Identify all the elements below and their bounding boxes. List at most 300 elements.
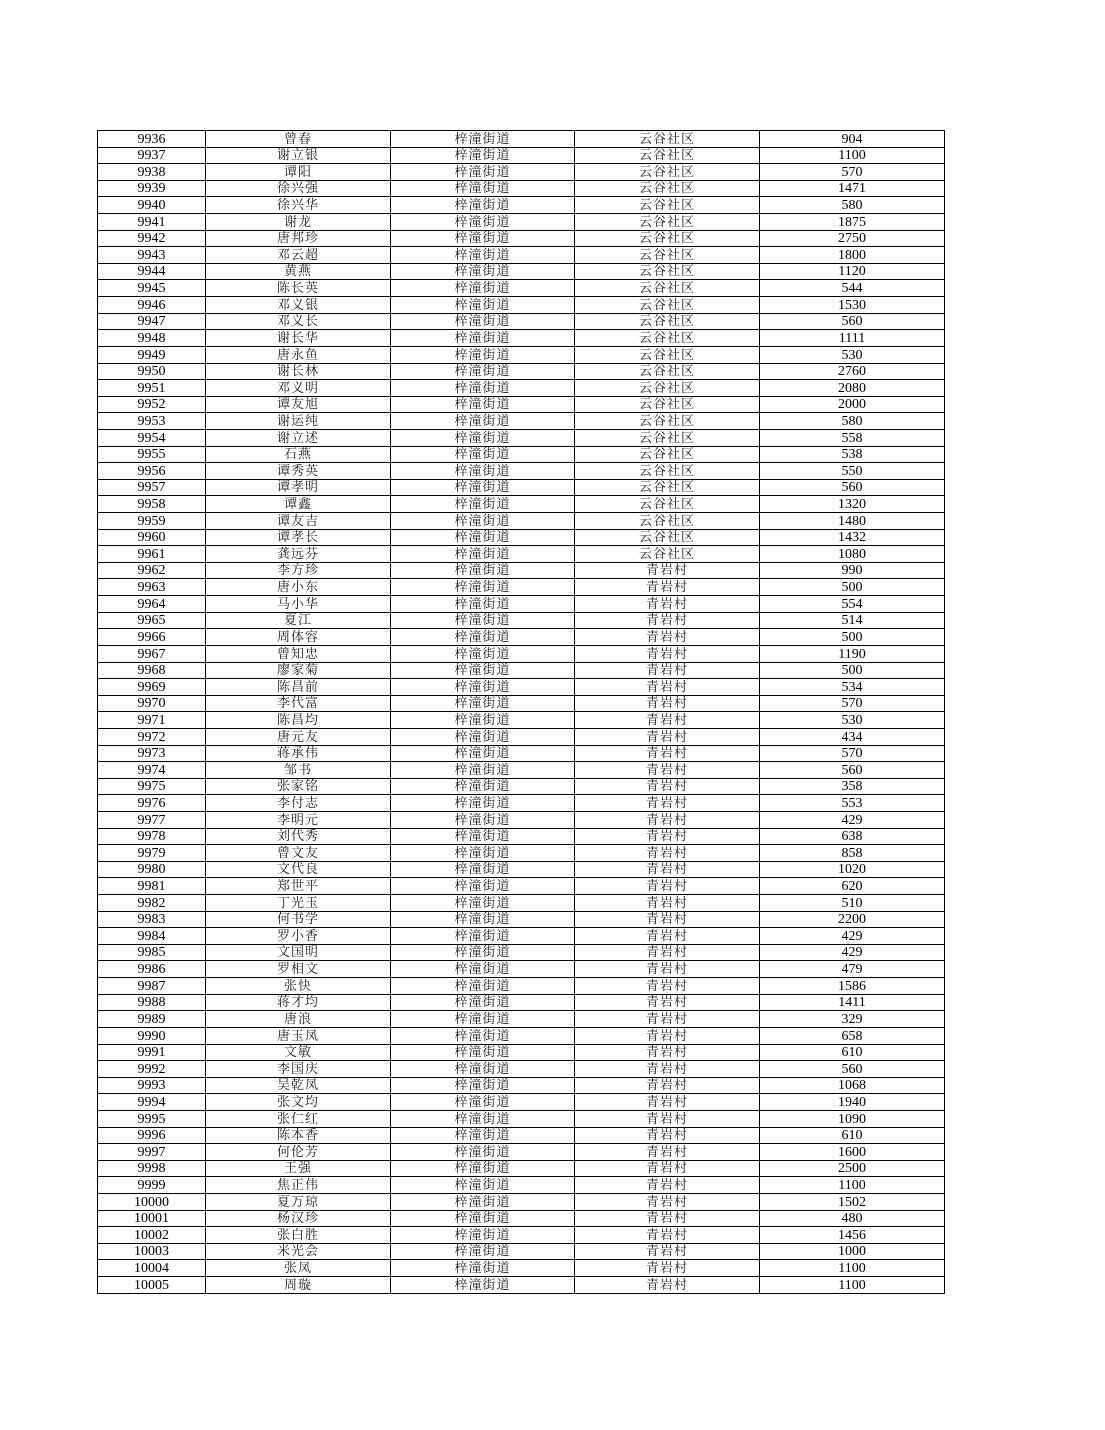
street-cell: 梓潼街道 — [391, 1094, 575, 1111]
serial-number-cell: 9951 — [98, 380, 206, 397]
amount-cell: 1190 — [760, 645, 945, 662]
table-row — [98, 147, 945, 164]
name-cell: 陈本香 — [206, 1127, 391, 1144]
amount-cell: 580 — [760, 197, 945, 214]
street-cell: 梓潼街道 — [391, 396, 575, 413]
serial-number-cell: 9996 — [98, 1127, 206, 1144]
amount-cell: 1875 — [760, 214, 945, 231]
name-cell: 张凤 — [206, 1260, 391, 1277]
community-cell: 青岩村 — [575, 828, 760, 845]
roster-table — [97, 130, 945, 1294]
table-row — [98, 679, 945, 696]
amount-cell: 530 — [760, 712, 945, 729]
serial-number-cell: 9956 — [98, 463, 206, 480]
serial-number-cell: 9955 — [98, 446, 206, 463]
serial-number-cell: 10002 — [98, 1227, 206, 1244]
name-cell: 文敏 — [206, 1044, 391, 1061]
amount-cell: 1432 — [760, 529, 945, 546]
serial-number-cell: 9937 — [98, 147, 206, 164]
name-cell: 罗小香 — [206, 928, 391, 945]
community-cell: 云谷社区 — [575, 214, 760, 231]
serial-number-cell: 10001 — [98, 1210, 206, 1227]
street-cell: 梓潼街道 — [391, 1144, 575, 1161]
community-cell: 青岩村 — [575, 562, 760, 579]
name-cell: 李代富 — [206, 695, 391, 712]
street-cell: 梓潼街道 — [391, 944, 575, 961]
name-cell: 谢立银 — [206, 147, 391, 164]
amount-cell: 638 — [760, 828, 945, 845]
street-cell: 梓潼街道 — [391, 911, 575, 928]
community-cell: 青岩村 — [575, 1027, 760, 1044]
community-cell: 青岩村 — [575, 1243, 760, 1260]
table-row — [98, 895, 945, 912]
name-cell: 邓义长 — [206, 313, 391, 330]
amount-cell: 534 — [760, 679, 945, 696]
serial-number-cell: 9979 — [98, 845, 206, 862]
name-cell: 李付志 — [206, 795, 391, 812]
street-cell: 梓潼街道 — [391, 1160, 575, 1177]
amount-cell: 2750 — [760, 230, 945, 247]
serial-number-cell: 9953 — [98, 413, 206, 430]
amount-cell: 560 — [760, 762, 945, 779]
street-cell: 梓潼街道 — [391, 330, 575, 347]
name-cell: 周体容 — [206, 629, 391, 646]
amount-cell: 1090 — [760, 1110, 945, 1127]
table-row — [98, 363, 945, 380]
table-row — [98, 845, 945, 862]
serial-number-cell: 9943 — [98, 247, 206, 264]
serial-number-cell: 9985 — [98, 944, 206, 961]
name-cell: 张家铭 — [206, 778, 391, 795]
street-cell: 梓潼街道 — [391, 762, 575, 779]
amount-cell: 570 — [760, 745, 945, 762]
serial-number-cell: 9944 — [98, 263, 206, 280]
community-cell: 青岩村 — [575, 778, 760, 795]
table-row — [98, 546, 945, 563]
table-row — [98, 297, 945, 314]
community-cell: 云谷社区 — [575, 280, 760, 297]
serial-number-cell: 10004 — [98, 1260, 206, 1277]
street-cell: 梓潼街道 — [391, 1110, 575, 1127]
table-row — [98, 247, 945, 264]
community-cell: 青岩村 — [575, 1210, 760, 1227]
amount-cell: 1100 — [760, 147, 945, 164]
table-row — [98, 662, 945, 679]
name-cell: 谭秀英 — [206, 463, 391, 480]
street-cell: 梓潼街道 — [391, 1243, 575, 1260]
street-cell: 梓潼街道 — [391, 1044, 575, 1061]
serial-number-cell: 9978 — [98, 828, 206, 845]
name-cell: 谢龙 — [206, 214, 391, 231]
table-row — [98, 861, 945, 878]
street-cell: 梓潼街道 — [391, 363, 575, 380]
name-cell: 黄燕 — [206, 263, 391, 280]
street-cell: 梓潼街道 — [391, 712, 575, 729]
amount-cell: 1111 — [760, 330, 945, 347]
name-cell: 曾知忠 — [206, 645, 391, 662]
amount-cell: 990 — [760, 562, 945, 579]
amount-cell: 544 — [760, 280, 945, 297]
serial-number-cell: 10005 — [98, 1277, 206, 1294]
community-cell: 青岩村 — [575, 1277, 760, 1294]
community-cell: 青岩村 — [575, 579, 760, 596]
community-cell: 青岩村 — [575, 944, 760, 961]
street-cell: 梓潼街道 — [391, 828, 575, 845]
community-cell: 青岩村 — [575, 629, 760, 646]
street-cell: 梓潼街道 — [391, 413, 575, 430]
amount-cell: 1080 — [760, 546, 945, 563]
amount-cell: 1586 — [760, 978, 945, 995]
street-cell: 梓潼街道 — [391, 429, 575, 446]
serial-number-cell: 9999 — [98, 1177, 206, 1194]
community-cell: 青岩村 — [575, 712, 760, 729]
community-cell: 云谷社区 — [575, 463, 760, 480]
table-row — [98, 429, 945, 446]
street-cell: 梓潼街道 — [391, 878, 575, 895]
community-cell: 青岩村 — [575, 795, 760, 812]
community-cell: 青岩村 — [575, 928, 760, 945]
name-cell: 唐邦珍 — [206, 230, 391, 247]
amount-cell: 429 — [760, 928, 945, 945]
serial-number-cell: 9973 — [98, 745, 206, 762]
amount-cell: 479 — [760, 961, 945, 978]
street-cell: 梓潼街道 — [391, 1227, 575, 1244]
serial-number-cell: 9992 — [98, 1061, 206, 1078]
table-row — [98, 1260, 945, 1277]
community-cell: 青岩村 — [575, 1227, 760, 1244]
street-cell: 梓潼街道 — [391, 629, 575, 646]
name-cell: 夏江 — [206, 612, 391, 629]
street-cell: 梓潼街道 — [391, 1077, 575, 1094]
amount-cell: 538 — [760, 446, 945, 463]
table-row — [98, 1160, 945, 1177]
community-cell: 青岩村 — [575, 1011, 760, 1028]
serial-number-cell: 9939 — [98, 180, 206, 197]
serial-number-cell: 9988 — [98, 994, 206, 1011]
name-cell: 陈长英 — [206, 280, 391, 297]
serial-number-cell: 9970 — [98, 695, 206, 712]
table-row — [98, 596, 945, 613]
amount-cell: 620 — [760, 878, 945, 895]
amount-cell: 500 — [760, 662, 945, 679]
amount-cell: 358 — [760, 778, 945, 795]
street-cell: 梓潼街道 — [391, 496, 575, 513]
serial-number-cell: 9965 — [98, 612, 206, 629]
name-cell: 何书学 — [206, 911, 391, 928]
street-cell: 梓潼街道 — [391, 928, 575, 945]
name-cell: 夏万琼 — [206, 1194, 391, 1211]
serial-number-cell: 9966 — [98, 629, 206, 646]
community-cell: 云谷社区 — [575, 429, 760, 446]
name-cell: 邓云超 — [206, 247, 391, 264]
amount-cell: 2760 — [760, 363, 945, 380]
community-cell: 云谷社区 — [575, 496, 760, 513]
serial-number-cell: 9981 — [98, 878, 206, 895]
name-cell: 谭阳 — [206, 164, 391, 181]
table-row — [98, 728, 945, 745]
name-cell: 唐永鱼 — [206, 346, 391, 363]
serial-number-cell: 9940 — [98, 197, 206, 214]
street-cell: 梓潼街道 — [391, 562, 575, 579]
name-cell: 米光会 — [206, 1243, 391, 1260]
name-cell: 李方珍 — [206, 562, 391, 579]
table-row — [98, 396, 945, 413]
name-cell: 唐小东 — [206, 579, 391, 596]
amount-cell: 500 — [760, 629, 945, 646]
street-cell: 梓潼街道 — [391, 1177, 575, 1194]
community-cell: 云谷社区 — [575, 363, 760, 380]
serial-number-cell: 9993 — [98, 1077, 206, 1094]
amount-cell: 553 — [760, 795, 945, 812]
amount-cell: 1800 — [760, 247, 945, 264]
amount-cell: 500 — [760, 579, 945, 596]
serial-number-cell: 9958 — [98, 496, 206, 513]
table-row — [98, 994, 945, 1011]
amount-cell: 429 — [760, 811, 945, 828]
name-cell: 蒋承伟 — [206, 745, 391, 762]
street-cell: 梓潼街道 — [391, 596, 575, 613]
serial-number-cell: 9989 — [98, 1011, 206, 1028]
street-cell: 梓潼街道 — [391, 214, 575, 231]
serial-number-cell: 9994 — [98, 1094, 206, 1111]
street-cell: 梓潼街道 — [391, 546, 575, 563]
street-cell: 梓潼街道 — [391, 1194, 575, 1211]
serial-number-cell: 9942 — [98, 230, 206, 247]
name-cell: 石燕 — [206, 446, 391, 463]
community-cell: 青岩村 — [575, 1110, 760, 1127]
street-cell: 梓潼街道 — [391, 961, 575, 978]
street-cell: 梓潼街道 — [391, 131, 575, 148]
community-cell: 云谷社区 — [575, 131, 760, 148]
amount-cell: 434 — [760, 728, 945, 745]
street-cell: 梓潼街道 — [391, 861, 575, 878]
community-cell: 青岩村 — [575, 911, 760, 928]
serial-number-cell: 9964 — [98, 596, 206, 613]
name-cell: 吴乾凤 — [206, 1077, 391, 1094]
community-cell: 云谷社区 — [575, 413, 760, 430]
community-cell: 青岩村 — [575, 1177, 760, 1194]
serial-number-cell: 9980 — [98, 861, 206, 878]
community-cell: 青岩村 — [575, 612, 760, 629]
community-cell: 青岩村 — [575, 1061, 760, 1078]
amount-cell: 530 — [760, 346, 945, 363]
community-cell: 青岩村 — [575, 762, 760, 779]
community-cell: 青岩村 — [575, 1260, 760, 1277]
serial-number-cell: 9997 — [98, 1144, 206, 1161]
street-cell: 梓潼街道 — [391, 679, 575, 696]
name-cell: 陈昌前 — [206, 679, 391, 696]
table-row — [98, 346, 945, 363]
street-cell: 梓潼街道 — [391, 1210, 575, 1227]
name-cell: 唐玉凤 — [206, 1027, 391, 1044]
table-row — [98, 413, 945, 430]
table-row — [98, 1110, 945, 1127]
serial-number-cell: 9974 — [98, 762, 206, 779]
serial-number-cell: 9954 — [98, 429, 206, 446]
name-cell: 蒋才均 — [206, 994, 391, 1011]
name-cell: 张快 — [206, 978, 391, 995]
table-row — [98, 1243, 945, 1260]
amount-cell: 1020 — [760, 861, 945, 878]
street-cell: 梓潼街道 — [391, 197, 575, 214]
serial-number-cell: 9947 — [98, 313, 206, 330]
table-row — [98, 1144, 945, 1161]
amount-cell: 554 — [760, 596, 945, 613]
table-row — [98, 961, 945, 978]
amount-cell: 1600 — [760, 1144, 945, 1161]
table-row — [98, 629, 945, 646]
street-cell: 梓潼街道 — [391, 662, 575, 679]
community-cell: 青岩村 — [575, 695, 760, 712]
community-cell: 云谷社区 — [575, 263, 760, 280]
table-row — [98, 214, 945, 231]
table-row — [98, 330, 945, 347]
amount-cell: 514 — [760, 612, 945, 629]
table-row — [98, 1227, 945, 1244]
table-row — [98, 1194, 945, 1211]
name-cell: 李国庆 — [206, 1061, 391, 1078]
table-row — [98, 811, 945, 828]
name-cell: 曾春 — [206, 131, 391, 148]
table-row — [98, 579, 945, 596]
community-cell: 青岩村 — [575, 1160, 760, 1177]
serial-number-cell: 9961 — [98, 546, 206, 563]
amount-cell: 560 — [760, 1061, 945, 1078]
serial-number-cell: 9975 — [98, 778, 206, 795]
table-row — [98, 479, 945, 496]
table-row — [98, 529, 945, 546]
amount-cell: 558 — [760, 429, 945, 446]
table-row — [98, 230, 945, 247]
name-cell: 谢长华 — [206, 330, 391, 347]
amount-cell: 1480 — [760, 513, 945, 530]
street-cell: 梓潼街道 — [391, 645, 575, 662]
name-cell: 唐元友 — [206, 728, 391, 745]
community-cell: 青岩村 — [575, 1194, 760, 1211]
street-cell: 梓潼街道 — [391, 1027, 575, 1044]
amount-cell: 1000 — [760, 1243, 945, 1260]
street-cell: 梓潼街道 — [391, 180, 575, 197]
table-row — [98, 446, 945, 463]
table-row — [98, 944, 945, 961]
community-cell: 云谷社区 — [575, 513, 760, 530]
amount-cell: 1068 — [760, 1077, 945, 1094]
street-cell: 梓潼街道 — [391, 313, 575, 330]
community-cell: 青岩村 — [575, 1044, 760, 1061]
amount-cell: 1100 — [760, 1177, 945, 1194]
name-cell: 谢长林 — [206, 363, 391, 380]
street-cell: 梓潼街道 — [391, 1127, 575, 1144]
table-row — [98, 1077, 945, 1094]
community-cell: 云谷社区 — [575, 164, 760, 181]
serial-number-cell: 10000 — [98, 1194, 206, 1211]
name-cell: 徐兴华 — [206, 197, 391, 214]
roster-table-body — [98, 131, 945, 1294]
name-cell: 谭鑫 — [206, 496, 391, 513]
serial-number-cell: 9962 — [98, 562, 206, 579]
street-cell: 梓潼街道 — [391, 1011, 575, 1028]
table-row — [98, 496, 945, 513]
community-cell: 青岩村 — [575, 1094, 760, 1111]
amount-cell: 480 — [760, 1210, 945, 1227]
amount-cell: 904 — [760, 131, 945, 148]
community-cell: 云谷社区 — [575, 247, 760, 264]
name-cell: 郑世平 — [206, 878, 391, 895]
street-cell: 梓潼街道 — [391, 147, 575, 164]
street-cell: 梓潼街道 — [391, 845, 575, 862]
community-cell: 云谷社区 — [575, 330, 760, 347]
community-cell: 云谷社区 — [575, 479, 760, 496]
name-cell: 谢运纯 — [206, 413, 391, 430]
table-row — [98, 463, 945, 480]
serial-number-cell: 9971 — [98, 712, 206, 729]
community-cell: 青岩村 — [575, 895, 760, 912]
street-cell: 梓潼街道 — [391, 230, 575, 247]
name-cell: 谭友吉 — [206, 513, 391, 530]
street-cell: 梓潼街道 — [391, 895, 575, 912]
street-cell: 梓潼街道 — [391, 529, 575, 546]
name-cell: 李明元 — [206, 811, 391, 828]
serial-number-cell: 9936 — [98, 131, 206, 148]
table-row — [98, 131, 945, 148]
community-cell: 云谷社区 — [575, 297, 760, 314]
serial-number-cell: 10003 — [98, 1243, 206, 1260]
community-cell: 青岩村 — [575, 994, 760, 1011]
table-row — [98, 778, 945, 795]
table-row — [98, 380, 945, 397]
street-cell: 梓潼街道 — [391, 1260, 575, 1277]
table-row — [98, 828, 945, 845]
community-cell: 青岩村 — [575, 645, 760, 662]
name-cell: 谢立述 — [206, 429, 391, 446]
name-cell: 唐浪 — [206, 1011, 391, 1028]
name-cell: 曾文友 — [206, 845, 391, 862]
amount-cell: 560 — [760, 479, 945, 496]
street-cell: 梓潼街道 — [391, 795, 575, 812]
table-row — [98, 562, 945, 579]
name-cell: 刘代秀 — [206, 828, 391, 845]
name-cell: 丁光玉 — [206, 895, 391, 912]
serial-number-cell: 9957 — [98, 479, 206, 496]
table-row — [98, 612, 945, 629]
table-row — [98, 762, 945, 779]
table-row — [98, 1094, 945, 1111]
serial-number-cell: 9945 — [98, 280, 206, 297]
amount-cell: 2080 — [760, 380, 945, 397]
community-cell: 青岩村 — [575, 745, 760, 762]
amount-cell: 510 — [760, 895, 945, 912]
community-cell: 云谷社区 — [575, 147, 760, 164]
name-cell: 杨汉珍 — [206, 1210, 391, 1227]
serial-number-cell: 9986 — [98, 961, 206, 978]
street-cell: 梓潼街道 — [391, 463, 575, 480]
table-row — [98, 180, 945, 197]
community-cell: 云谷社区 — [575, 197, 760, 214]
street-cell: 梓潼街道 — [391, 994, 575, 1011]
amount-cell: 1100 — [760, 1260, 945, 1277]
table-row — [98, 928, 945, 945]
amount-cell: 858 — [760, 845, 945, 862]
amount-cell: 2500 — [760, 1160, 945, 1177]
name-cell: 龚远芬 — [206, 546, 391, 563]
amount-cell: 610 — [760, 1127, 945, 1144]
street-cell: 梓潼街道 — [391, 263, 575, 280]
name-cell: 谭孝长 — [206, 529, 391, 546]
table-row — [98, 695, 945, 712]
name-cell: 张白胜 — [206, 1227, 391, 1244]
amount-cell: 329 — [760, 1011, 945, 1028]
serial-number-cell: 9938 — [98, 164, 206, 181]
